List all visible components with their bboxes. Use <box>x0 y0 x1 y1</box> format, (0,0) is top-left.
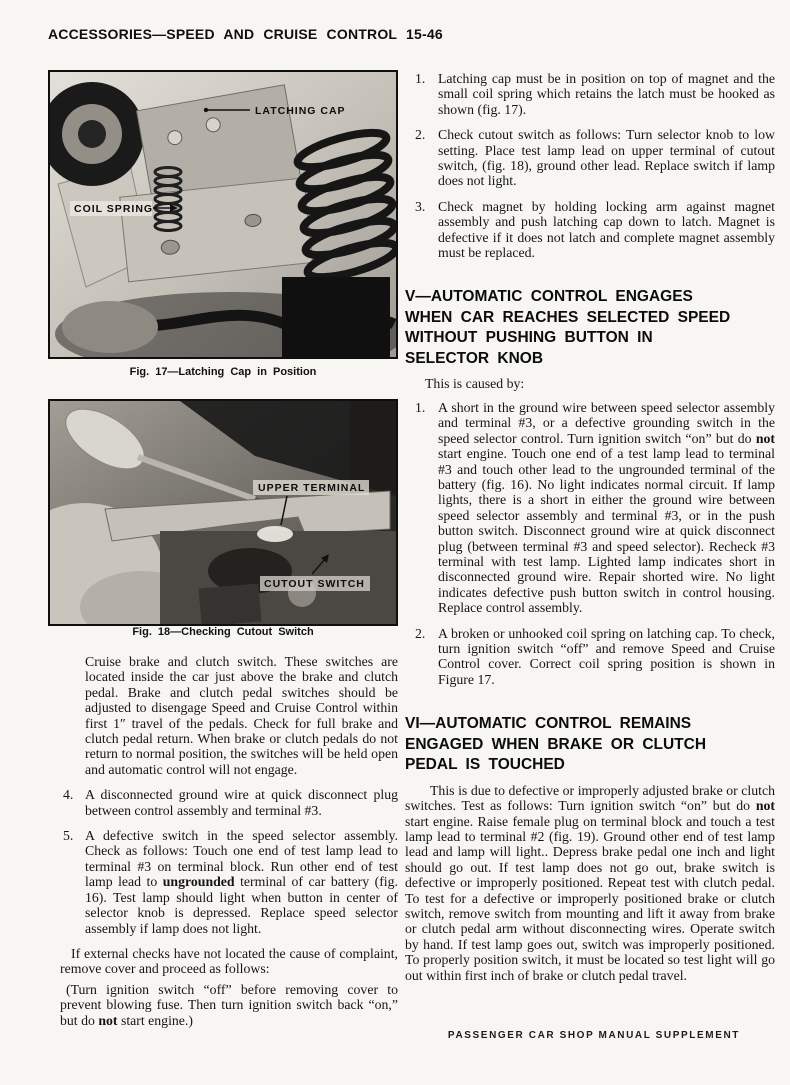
figure-18-photo <box>48 399 398 626</box>
turn-ignition-note-paragraph: (Turn ignition switch “off” before removing cover to prevent blowing fuse. Then turn ignition switch back “on,” but do not start engine.) <box>60 981 398 1028</box>
coil-spring-label: COIL SPRING <box>74 203 154 215</box>
list-item-number: 3. <box>415 198 426 214</box>
list-item-2 <box>405 127 775 189</box>
list-item-number: 1. <box>415 399 426 415</box>
bracket-shape <box>198 583 261 624</box>
list-item-v1 <box>405 400 775 616</box>
caused-by-line: This is caused by: <box>425 376 525 392</box>
external-checks-paragraph: If external checks have not located the cause of complaint, remove cover and proceed as follows: <box>60 945 398 977</box>
list-item-v2 <box>405 626 775 688</box>
list-item-text: A short in the ground wire between speed selector assembly and terminal #3, or a defective grounding switch in the speed selector control. Turn ignition switch “on” but do not start engine. Touch one end of a test lamp lead to terminal #3 and touch other lead to the ungrounded terminal of the battery (fig. 16). No light indicates normal circuit. If lamp lights, there is a short in either the ground wire between speed selector assembly and terminal #3, or in the push button switch. Disconnect ground wire at quick disconnect plug (between terminal #3 and speed selector). Recheck #3 terminal with test lamp. Lighted lamp indicates short in disconnected ground wire. Repair shorted wire. No light indicates defective push button switch in control housing. Replace control assembly. <box>438 399 775 616</box>
figure-17-photo <box>48 70 398 359</box>
list-item-number: 1. <box>415 71 426 86</box>
list-item-1 <box>405 71 775 117</box>
list-item-number: 5. <box>63 828 74 844</box>
list-item-text: Check cutout switch as follows: Turn selector knob to low setting. Place test lamp lead on upper terminal of cutout switch, (fig. 18), ground other lead. Replace switch if lamp does not light. <box>438 127 775 189</box>
list-item-text: A disconnected ground wire at quick disconnect plug between control assembly and terminal #3. <box>85 787 398 818</box>
terminal-highlight <box>257 526 293 542</box>
list-item-number: 2. <box>415 625 426 641</box>
list-item-4 <box>48 787 398 818</box>
figure-18-caption: Fig. 18—Checking Cutout Switch <box>132 626 314 638</box>
list-item-3 <box>405 199 775 261</box>
upper-terminal-label: UPPER TERMINAL <box>258 482 366 494</box>
figure-18-illustration <box>50 401 396 624</box>
machinery-blob <box>62 301 158 353</box>
left-column <box>48 70 398 1028</box>
item-3-continuation-paragraph: Cruise brake and clutch switch. These switches are located inside the car just above the brake and clutch pedal. Brake and clutch pedal switches should be adjusted to disengage Speed and Cruise Control within first 1″ travel of the pedals. Check for full brake and clutch pedal return. When brake or clutch pedals do not return to normal position, the switches will be held open and automatic control will not engage. <box>85 654 398 777</box>
list-item-text: Check magnet by holding locking arm against magnet assembly and push latching cap down to latch. Magnet is defective if it does not latch and complete magnet assembly must be replaced. <box>438 198 775 261</box>
page-header: ACCESSORIES—SPEED AND CRUISE CONTROL 15-46 <box>48 26 443 42</box>
section-heading-vi: VI—AUTOMATIC CONTROL REMAINS ENGAGED WHEN BRAKE OR CLUTCH PEDAL IS TOUCHED <box>405 715 707 774</box>
section-vi-paragraph: This is due to defective or improperly adjusted brake or clutch switches. Test as follows: Turn ignition switch “on” but do not start engine. Raise female plug on terminal block and touch a test lamp lead to terminal #2 (fig. 19). Ground other end of test lamp lead and lamp will light.. Depress brake pedal one inch and light should go out. If test lamp does not go out, brake switch is defective or improperly positioned. Repeat test with clutch pedal. To test for a defective or improperly positioned brake or clutch switch, remove switch from mounting and lift it away from brake or clutch pedal arm without disconnecting wires. Operate switch by hand. If test lamp goes out, switch was improperly positioned. To properly position switch, it must be located so test light will go out within first inch of brake or clutch pedal travel. <box>405 782 775 983</box>
page-footer: PASSENGER CAR SHOP MANUAL SUPPLEMENT <box>447 1030 740 1041</box>
right-column <box>405 71 775 983</box>
latching-cap-label: LATCHING CAP <box>255 105 346 117</box>
figure-17-illustration <box>50 72 396 357</box>
list-item-text: Latching cap must be in position on top of magnet and the small coil spring which retains the latch must be hooked as shown (fig. 17). <box>438 71 775 117</box>
section-heading-v: V—AUTOMATIC CONTROL ENGAGES WHEN CAR REACHES SELECTED SPEED WITHOUT PUSHING BUTTON IN SELECTOR KNOB <box>405 288 731 367</box>
magnet-box <box>282 277 390 357</box>
list-item-5 <box>48 828 398 936</box>
cutout-switch-label: CUTOUT SWITCH <box>264 578 365 590</box>
list-item-number: 4. <box>63 787 74 803</box>
figure-17-caption: Fig. 17—Latching Cap in Position <box>129 366 317 378</box>
list-item-text: A broken or unhooked coil spring on latching cap. To check, turn ignition switch “off” and remove Speed and Cruise Control cover. Correct coil spring position is shown in Figure 17. <box>438 625 775 687</box>
list-item-text: A defective switch in the speed selector assembly. Check as follows: Touch one end of test lamp lead to terminal #3 on terminal block. Run other end of test lamp lead to ungrounded terminal of car battery (fig. 16). Test lamp should light when button in center of selector knob is depressed. Replace speed selector assembly if lamp does not light. <box>85 828 398 936</box>
list-item-number: 2. <box>415 127 426 143</box>
